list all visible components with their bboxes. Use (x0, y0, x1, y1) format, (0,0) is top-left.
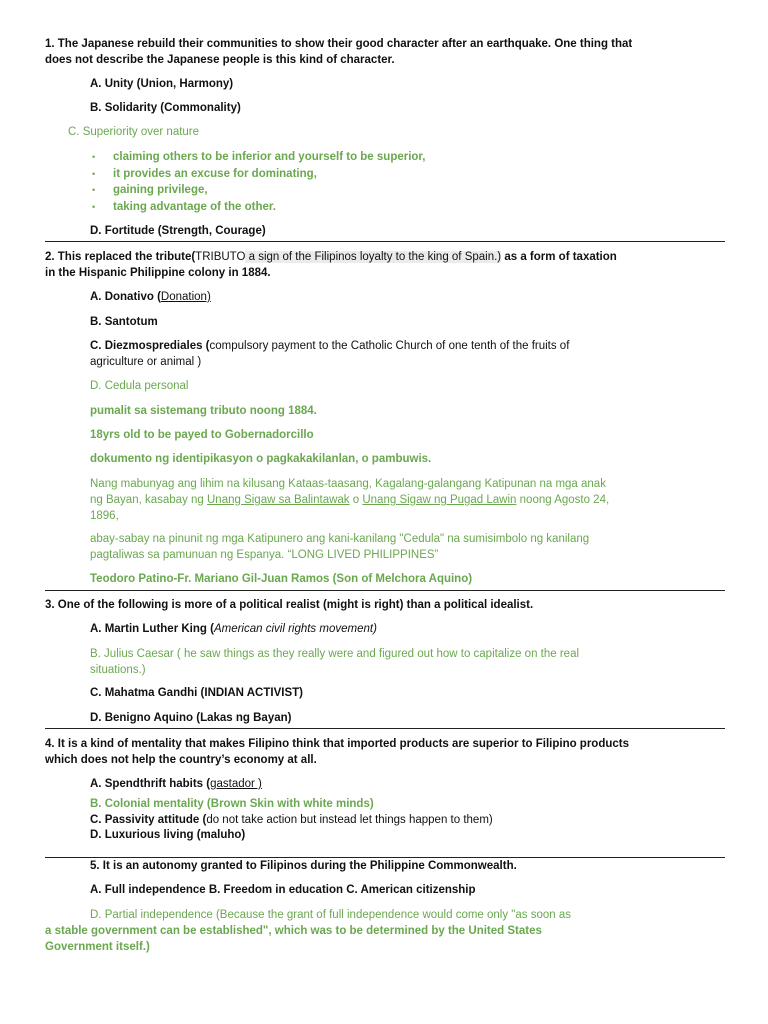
q2-note-4-line3: 1896, (90, 510, 119, 522)
q3-option-a-note: American civil rights movement) (213, 623, 377, 635)
q2-note-5-line2: pagtaliwas sa pamunuan ng Espanya. “LONG LIVED PHILIPPINES” (90, 549, 439, 561)
q2-option-a-label: A. Donativo ( (90, 291, 161, 303)
q3-option-b-answer-line2: situations.) (90, 664, 146, 676)
q2-question-line1 (45, 249, 768, 265)
q1-option-a: A. Unity (Union, Harmony) (90, 78, 234, 90)
donation-link[interactable]: Donation) (160, 291, 211, 303)
q2-note-text: ng Bayan, kasabay ng (90, 494, 207, 506)
q2-note-2: 18yrs old to be payed to Gobernadorcillo (90, 429, 314, 441)
q2-note-4-line2 (90, 492, 768, 508)
q2-option-a (90, 289, 768, 305)
q3-option-a-label: A. Martin Luther King ( (90, 623, 214, 635)
q1-bullet-3: gaining privilege, (113, 184, 208, 196)
q2-option-b: B. Santotum (90, 316, 158, 328)
q2-option-c-note: compulsory payment to the Catholic Church of one tenth of the fruits of (209, 340, 570, 352)
unang-sigaw-balintawak-link[interactable]: Unang Sigaw sa Balintawak (207, 494, 350, 506)
q1-bullet-1: claiming others to be inferior and yourself to be superior, (113, 151, 426, 163)
q4-question-line2: which does not help the country’s economy at all. (45, 754, 317, 766)
q2-question-line2: in the Hispanic Philippine colony in 1884. (45, 267, 271, 279)
q3-option-c: C. Mahatma Gandhi (INDIAN ACTIVIST) (90, 687, 303, 699)
section-divider (45, 728, 725, 729)
bullet-icon: • (92, 202, 96, 212)
q1-option-c-answer: C. Superiority over nature (68, 126, 200, 138)
q2-note-4-line1: Nang mabunyag ang lihim na kilusang Kataas-taasang, Kagalang-galangang Katipunan na mga anak (90, 478, 606, 490)
q5-question: 5. It is an autonomy granted to Filipinos during the Philippine Commonwealth. (90, 860, 517, 872)
q1-option-d: D. Fortitude (Strength, Courage) (90, 225, 266, 237)
q2-highlighted-note: a sign of the Filipinos loyalty to the king of Spain.) (245, 251, 502, 263)
q2-note-text: noong Agosto 24, (516, 494, 610, 506)
bullet-icon: • (92, 185, 96, 195)
q2-option-c-line1 (90, 338, 768, 354)
q4-option-d: D. Luxurious living (maluho) (90, 829, 246, 841)
gastador-link[interactable]: gastador ) (210, 778, 262, 790)
q1-bullet-4: taking advantage of the other. (113, 201, 276, 213)
q4-option-c (90, 812, 768, 828)
q4-option-a-label: A. Spendthrift habits ( (90, 778, 211, 790)
q2-option-d-answer: D. Cedula personal (90, 380, 189, 392)
bullet-icon: • (92, 152, 96, 162)
q2-note-1: pumalit sa sistemang tributo noong 1884. (90, 405, 317, 417)
q1-bullet-2: it provides an excuse for dominating, (113, 168, 317, 180)
q4-option-b-answer: B. Colonial mentality (Brown Skin with white minds) (90, 798, 374, 810)
q2-option-c-line2: agriculture or animal ) (90, 356, 202, 368)
q1-question-line1: 1. The Japanese rebuild their communities to show their good character after an earthquake. One thing that (45, 38, 633, 50)
q2-tributo: TRIBUTO (195, 251, 246, 263)
q5-option-d-answer-line1: D. Partial independence (Because the grant of full independence would come only "as soon as (90, 909, 572, 921)
q2-note-text: o (349, 494, 363, 506)
q1-question-line2: does not describe the Japanese people is this kind of character. (45, 54, 395, 66)
q4-option-c-label: C. Passivity attitude ( (90, 814, 207, 826)
section-divider (45, 590, 725, 591)
section-divider (45, 241, 725, 242)
q1-option-b: B. Solidarity (Commonality) (90, 102, 241, 114)
bullet-icon: • (92, 169, 96, 179)
q3-option-b-answer-line1: B. Julius Caesar ( he saw things as they really were and figured out how to capitalize on the real (90, 648, 580, 660)
q2-text: as a form of taxation (501, 251, 617, 263)
q2-option-c-label: C. Diezmosprediales ( (90, 340, 210, 352)
q2-note-5-line1: abay-sabay na pinunit ng mga Katipunero ang kani-kanilang "Cedula" na sumisimbolo ng kanilang (90, 533, 590, 545)
q5-options-abc: A. Full independence B. Freedom in education C. American citizenship (90, 884, 476, 896)
q3-option-d: D. Benigno Aquino (Lakas ng Bayan) (90, 712, 292, 724)
q5-option-d-answer-line2: a stable government can be established", which was to be determined by the United States (45, 925, 542, 937)
q4-option-a (90, 776, 768, 792)
q3-option-a (90, 621, 768, 637)
q3-question: 3. One of the following is more of a political realist (might is right) than a political idealist. (45, 599, 534, 611)
q2-note-3: dokumento ng identipikasyon o pagkakakilanlan, o pambuwis. (90, 453, 432, 465)
q2-text: 2. This replaced the tribute( (45, 251, 196, 263)
q4-option-c-note: do not take action but instead let things happen to them) (206, 814, 493, 826)
q4-question-line1: 4. It is a kind of mentality that makes Filipino think that imported products are superior to Filipino products (45, 738, 630, 750)
unang-sigaw-pugad-lawin-link[interactable]: Unang Sigaw ng Pugad Lawin (362, 494, 517, 506)
q2-note-6: Teodoro Patino-Fr. Mariano Gil-Juan Ramos (Son of Melchora Aquino) (90, 573, 473, 585)
q5-option-d-answer-line3: Government itself.) (45, 941, 150, 953)
